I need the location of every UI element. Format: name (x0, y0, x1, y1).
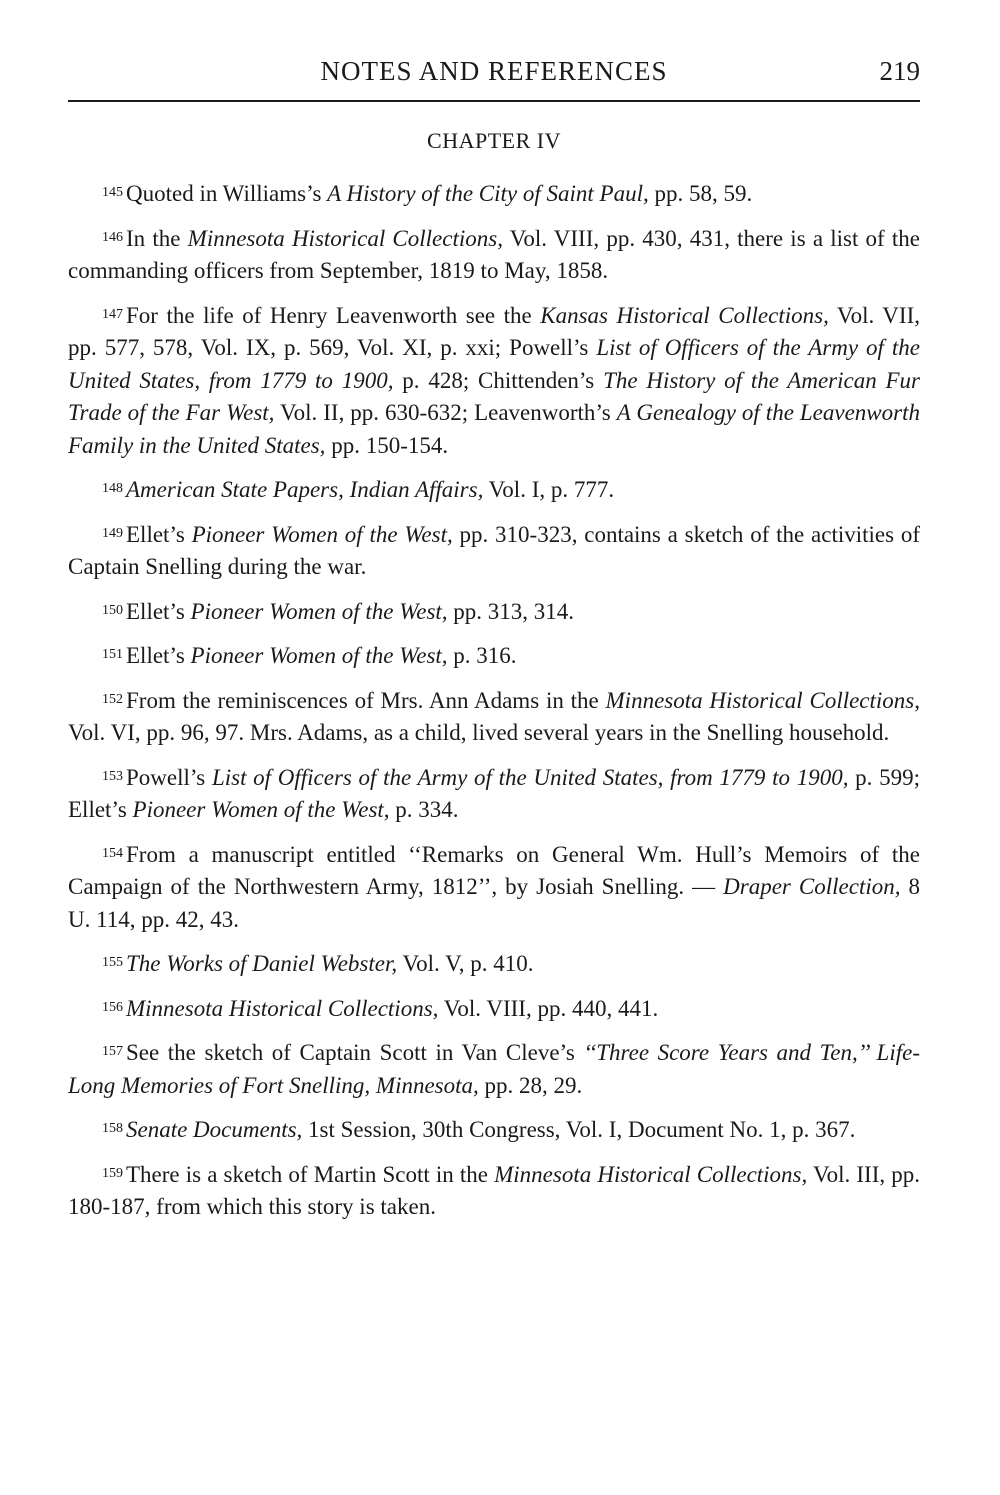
note-146 (68, 223, 920, 288)
note-159 (68, 1159, 920, 1224)
note-citation-title: Pioneer Women of the West, (132, 797, 390, 822)
note-number: 146 (102, 229, 123, 245)
note-citation-title: Pioneer Women of the West, (191, 521, 453, 547)
note-text: 8 U. 114, pp. 42, 43. (68, 874, 920, 932)
note-149 (68, 519, 920, 584)
note-145 (68, 178, 920, 211)
note-citation-title: The Works of Daniel Webster, (126, 951, 398, 976)
note-text: See the sketch of Captain Scott in Van Cleve’s (126, 1040, 584, 1065)
note-text: pp. 313, 314. (447, 598, 575, 624)
note-citation-title: The History of the American Fur Trade of the Far West, (68, 367, 920, 425)
note-number: 157 (102, 1044, 123, 1059)
note-text: Vol. II, pp. 630-632; Leavenworth’s (274, 400, 617, 425)
note-text: In the (126, 225, 188, 251)
note-citation-title: Draper Collection, (723, 874, 901, 899)
note-citation-title: Minnesota Historical Collections, (605, 687, 920, 713)
note-number: 151 (102, 647, 123, 662)
note-number: 158 (102, 1121, 123, 1136)
note-text: There is a sketch of Martin Scott in the (126, 1161, 495, 1187)
notes-list (68, 178, 920, 1236)
note-157 (68, 1037, 920, 1102)
note-156 (68, 993, 920, 1026)
note-citation-title: Pioneer Women of the West, (190, 598, 448, 624)
note-text: Vol. VIII, pp. 440, 441. (438, 995, 659, 1021)
note-citation-title: Senate Documents, (126, 1117, 303, 1142)
chapter-title: CHAPTER IV (427, 128, 561, 153)
note-text: Powell’s (126, 764, 212, 790)
note-number: 147 (102, 306, 123, 322)
note-number: 152 (102, 691, 123, 707)
note-text: p. 428; Chittenden’s (393, 367, 604, 393)
note-text: pp. 310-323, contains a sketch of the activities of Captain Snelling during the war. (68, 521, 920, 579)
note-text: Ellet’s (126, 521, 192, 547)
note-number: 156 (102, 999, 123, 1015)
note-citation-title: Pioneer Women of the West, (190, 643, 448, 668)
note-text: pp. 58, 59. (648, 181, 753, 206)
note-text: Vol. V, p. 410. (397, 951, 534, 976)
note-text: Vol. I, p. 777. (483, 477, 615, 502)
note-citation-title: ‘‘Three Score Years and Ten,’’ Life-Long Memories of Fort Snelling, Minnesota, (68, 1040, 920, 1098)
note-citation-title: Kansas Historical Collections, (540, 302, 829, 328)
note-158 (68, 1114, 920, 1147)
note-151 (68, 640, 920, 673)
note-citation-title: American State Papers, Indian Affairs, (126, 477, 484, 502)
note-148 (68, 474, 920, 507)
note-citation-title: Minnesota Historical Collections, (126, 995, 439, 1021)
running-title: NOTES AND REFERENCES (320, 56, 668, 86)
note-text: pp. 150-154. (325, 432, 449, 458)
note-text: Vol. III, pp. 180-187, from which this story is taken. (68, 1161, 920, 1219)
note-154 (68, 839, 920, 937)
note-text: 1st Session, 30th Congress, Vol. I, Document No. 1, p. 367. (302, 1117, 856, 1142)
note-number: 148 (102, 481, 123, 496)
note-text: For the life of Henry Leavenworth see the (126, 302, 541, 328)
note-text: Vol. VIII, pp. 430, 431, there is a list of the commanding officers from September, 1819 to May, 1858. (68, 225, 921, 283)
note-citation-title: List of Officers of the Army of the United States, from 1779 to 1900, (68, 335, 920, 393)
note-text: pp. 28, 29. (478, 1072, 583, 1098)
note-152 (68, 685, 920, 750)
running-header (68, 48, 920, 102)
note-number: 159 (102, 1165, 123, 1181)
note-citation-title: Minnesota Historical Collections, (494, 1161, 808, 1187)
note-153 (68, 762, 920, 827)
note-155 (68, 948, 920, 981)
note-text: From a manuscript entitled ‘‘Remarks on General Wm. Hull’s Memoirs of the Campaign of the Northwestern Army, 1812’’, by Josiah Snelling. — (68, 841, 920, 899)
note-citation-title: A Genealogy of the Leavenworth Family in the United States, (68, 400, 920, 458)
note-citation-title: A History of the City of Saint Paul, (327, 181, 649, 206)
note-text: Ellet’s (126, 643, 191, 668)
note-citation-title: List of Officers of the Army of the United States, from 1779 to 1900, (211, 764, 849, 790)
page-number: 219 (879, 56, 920, 86)
note-number: 145 (102, 185, 123, 200)
note-number: 153 (102, 768, 123, 784)
note-text: From the reminiscences of Mrs. Ann Adams in the (126, 687, 606, 713)
note-text: Vol. VI, pp. 96, 97. Mrs. Adams, as a child, lived several years in the Snelling household. (68, 720, 890, 745)
note-147 (68, 300, 920, 463)
note-text: p. 599; Ellet’s (68, 764, 921, 822)
note-text: Ellet’s (126, 598, 191, 624)
note-number: 150 (102, 602, 123, 618)
note-text: p. 334. (389, 797, 459, 822)
note-number: 155 (102, 955, 123, 970)
note-citation-title: Minnesota Historical Collections, (187, 225, 503, 251)
note-number: 154 (102, 845, 123, 861)
note-150 (68, 596, 920, 629)
note-text: Vol. VII, pp. 577, 578, Vol. IX, p. 569, Vol. XI, p. xxi; Powell’s (68, 302, 920, 360)
note-number: 149 (102, 525, 123, 541)
note-text: Quoted in Williams’s (126, 181, 328, 206)
note-text: p. 316. (447, 643, 517, 668)
